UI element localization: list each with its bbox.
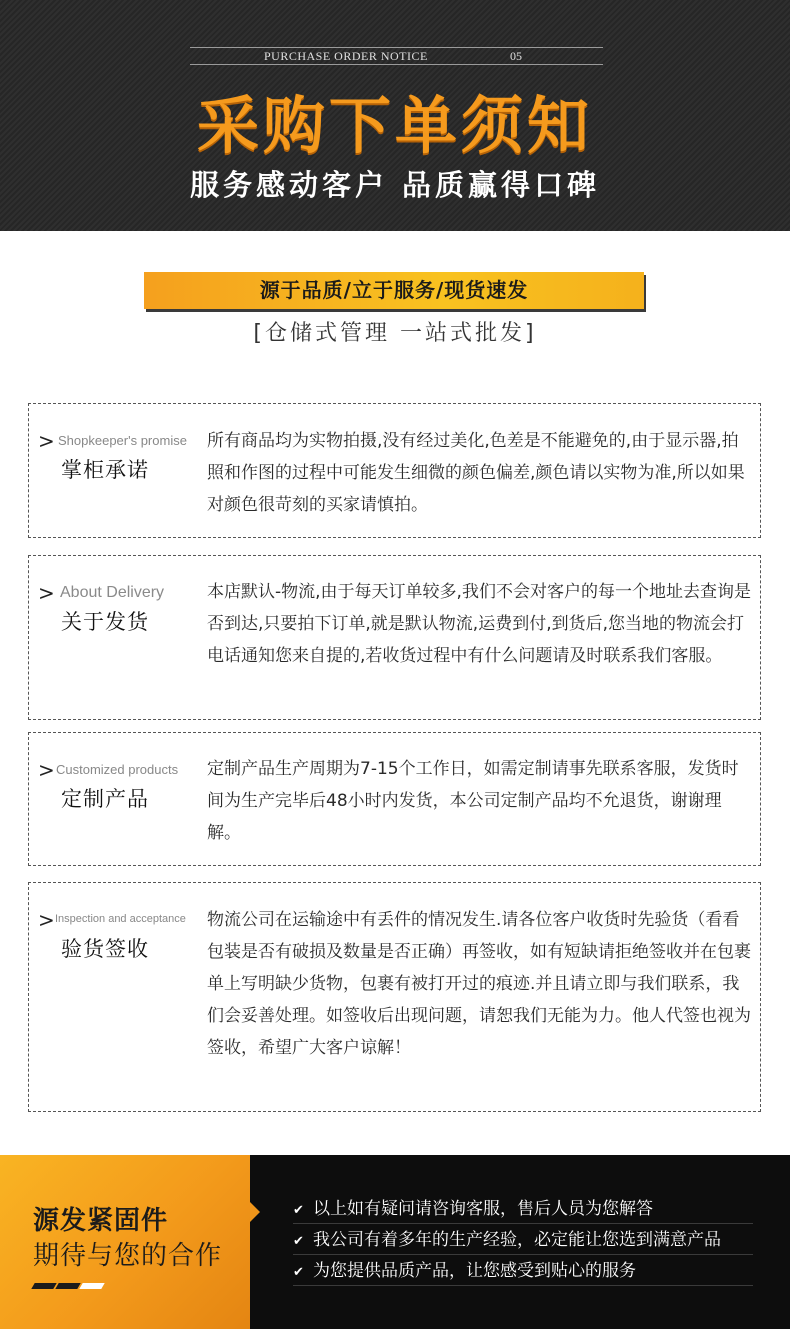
checkmark-icon: ✔: [293, 1234, 304, 1249]
section-body-text: 本店默认-物流,由于每天订单较多,我们不会对客户的每一个地址去查询是否到达,只要拍下订单,就是默认物流,运费到付,到货后,您当地的物流会打电话通知您来自提的,若收货过程中有什么问题请及时联系我们客服。: [207, 582, 751, 666]
page-subtitle: 服务感动客户 品质赢得口碑: [189, 168, 601, 202]
slogan-subtext: [仓储式管理 一站式批发]: [253, 321, 537, 346]
section-about-delivery: [28, 555, 761, 720]
footer-brand-title: 源发紧固件: [33, 1206, 169, 1236]
section-label-en: About Delivery: [60, 584, 165, 601]
footer-brand-subtitle: 期待与您的合作: [33, 1241, 223, 1271]
footer-item-text: 为您提供品质产品，让您感受到贴心的服务: [313, 1261, 636, 1281]
section-body-text: 物流公司在运输途中有丢件的情况发生.请各位客户收货时先验货（看看包装是否有破损及数量是否正确）再签收，如有短缺请拒绝签收并在包裹单上写明缺少货物，包裹有被打开过的痕迹.并且请立即与我们联系，我们会妥善处理。如签收后出现问题，请恕我们无能为力。他人代签也视为签收，希望广大客户谅解！: [207, 910, 751, 1058]
section-label-en: Inspection and acceptance: [55, 913, 186, 925]
section-label-cn: 掌柜承诺: [61, 458, 149, 482]
checkmark-icon: ✔: [293, 1265, 304, 1280]
section-label-cn: 验货签收: [61, 937, 149, 961]
chevron-right-icon: >: [38, 581, 55, 605]
footer-item-text: 我公司有着多年的生产经验，必定能让您选到满意产品: [313, 1230, 721, 1250]
chevron-right-icon: >: [38, 429, 55, 453]
section-label-cn: 定制产品: [61, 787, 149, 811]
section-shopkeeper-promise: [28, 403, 761, 538]
section-label-en: Shopkeeper's promise: [58, 433, 187, 448]
section-label-cn: 关于发货: [61, 610, 149, 634]
section-inspection-acceptance: [28, 882, 761, 1112]
notice-english-label: PURCHASE ORDER NOTICE: [264, 49, 428, 63]
section-label-en: Customized products: [56, 762, 179, 777]
footer-list-item: [293, 1257, 753, 1286]
checkmark-icon: ✔: [293, 1203, 304, 1218]
footer-list-item: [293, 1195, 753, 1224]
notice-number: 05: [510, 49, 522, 63]
footer-list-item: [293, 1226, 753, 1255]
header-rule-top: [190, 47, 603, 48]
section-body-text: 定制产品生产周期为7-15个工作日，如需定制请事先联系客服，发货时间为生产完毕后48小时内发货，本公司定制产品均不允退货，谢谢理解。: [207, 759, 739, 843]
footer-panel-notch: [250, 1202, 260, 1222]
header-banner: [0, 0, 790, 231]
section-body-text: 所有商品均为实物拍摄,没有经过美化,色差是不能避免的,由于显示器,拍照和作图的过程中可能发生细微的颜色偏差,颜色请以实物为准,所以如果对颜色很苛刻的买家请慎拍。: [207, 431, 745, 515]
header-rule-bottom: [190, 64, 603, 65]
chevron-right-icon: >: [38, 908, 55, 932]
footer-banner: [0, 1155, 790, 1329]
chevron-right-icon: >: [38, 758, 55, 782]
footer-brand-panel: [0, 1155, 250, 1329]
footer-item-text: 以上如有疑问请咨询客服，售后人员为您解答: [313, 1199, 653, 1219]
slogan-bar: 源于品质/立于服务/现货速发: [144, 272, 644, 309]
page-title: 采购下单须知: [196, 89, 593, 162]
section-customized-products: [28, 732, 761, 866]
